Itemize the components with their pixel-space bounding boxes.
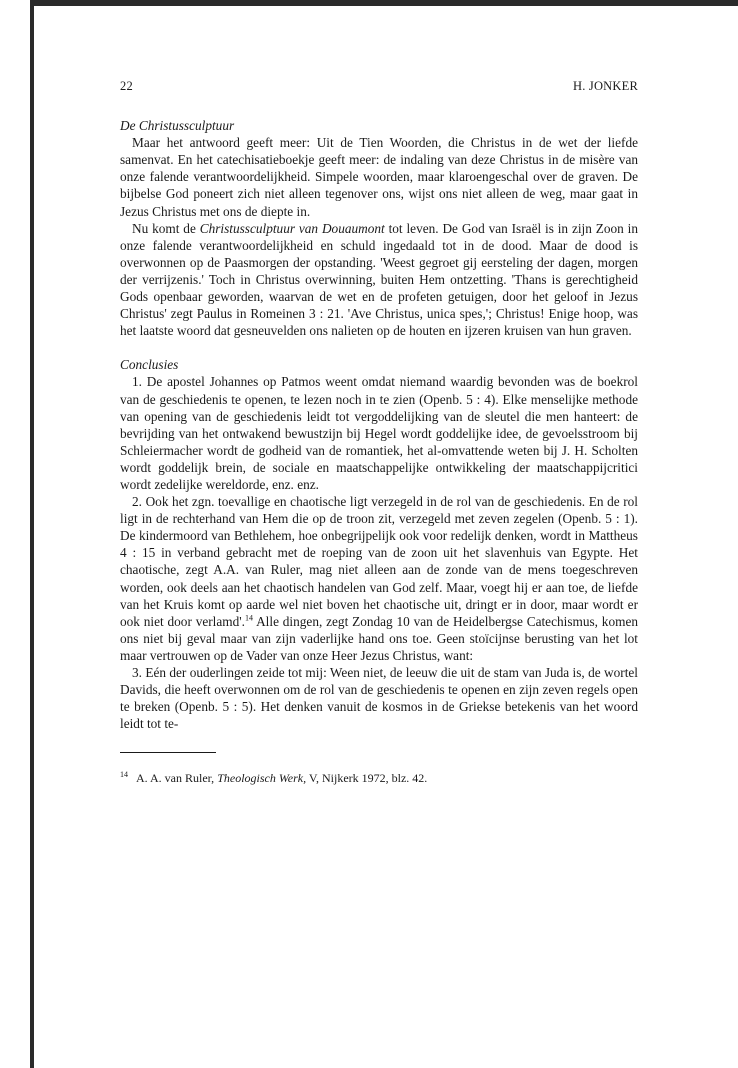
section-title-christussculptuur: De Christussculptuur bbox=[120, 118, 235, 134]
page-number: 22 bbox=[120, 79, 133, 93]
conclusion-1: 1. De apostel Johannes op Patmos weent omdat niemand waardig bevonden was de boekrol van de geschiedenis te openen, te lezen noch in te zien (Openb. 5 : 4). Elke menselijke methode van opening van de geschiedenis leidt tot vergoddelijking van de sleutel die men hanteert: de bevrijding van het ontwakend bewustzijn bij Hegel wordt goddelijke idee, de gevoelsstroom bij Schleiermacher wordt de godheid van de romantiek, het al-omvattende weten bij J. H. Scholten wordt goddelijk brein, de sociale en maatschappelijke ontwikkeling der maatschappijcritici wordt zedelijke wereldorde, enz. enz. bbox=[120, 374, 638, 492]
page-body bbox=[120, 78, 638, 786]
footnote-italic-title: Theologisch Werk, bbox=[217, 771, 307, 786]
paragraph: Maar het antwoord geeft meer: Uit de Tien Woorden, die Christus in de wet der liefde samenvat. En het catechisatieboekje geeft meer: de indaling van deze Christus in de misère van onze falende verantwoordelijkheid. Simpele woorden, maar klaroengeschal over de graven. De bijbelse God poneert zich niet alleen tegenover ons, wijst ons niet alleen de weg, maar gaat in Jezus Christus met ons de diepte in. bbox=[120, 135, 638, 219]
footnote-text: A. A. van Ruler, bbox=[136, 771, 218, 786]
italic-title: Christussculptuur van Douaumont bbox=[199, 220, 385, 236]
footnote-reference: 14 bbox=[245, 613, 253, 623]
author-name: H. JONKER bbox=[573, 79, 638, 93]
scan-edge-left bbox=[30, 0, 34, 1068]
running-head bbox=[120, 78, 638, 95]
conclusion-2 bbox=[120, 493, 638, 664]
text-run: Alle dingen, zegt Zondag 10 van de Heidelbergse Catechismus, komen ons niet bij geval maar van zijn vaderlijke hand ons toe. Geen stoïcijnse berusting van het lot maar vertrouwen op de Vader van onze Heer Jezus Christus, want: bbox=[120, 613, 639, 663]
text-run: 2. Ook het zgn. toevallige en chaotische ligt verzegeld in de rol van de geschiedenis. En de rol ligt in de rechterhand van Hem die op de troon zit, verzegeld met zeven zegelen (Openb. 5 : 1). De kindermoord van Bethlehem, hoe onbegrijpelijk ook voor redelijk denken, wordt in Mattheus 4 : 15 in verband gebracht met de roeping van de zoon uit het slavenhuis van Egypte. Het chaotische, zegt A.A. van Ruler, mag niet alleen aan de zonde van de mens toegeschreven worden, ook deels aan het chaotisch handelen van God zelf. Maar, voegt hij er aan toe, de liefde van het Kruis komt op aarde wel niet boven het chaotische uit, dringt er in door, maar wordt er ook niet door verlamd'. bbox=[120, 494, 638, 629]
footnote bbox=[120, 767, 638, 786]
footnote-number: 14 bbox=[120, 770, 128, 780]
footnote-divider bbox=[120, 752, 216, 753]
scan-edge-top bbox=[30, 0, 738, 6]
paragraph bbox=[120, 220, 638, 340]
text-run: Nu komt de bbox=[132, 220, 200, 236]
conclusion-3: 3. Eén der ouderlingen zeide tot mij: Ween niet, de leeuw die uit de stam van Juda is, de wortel Davids, die heeft overwonnen om de rol van de geschiedenis te openen en zijn zeven regels open te breken (Openb. 5 : 5). Het denken vanuit de kosmos in de Griekse betekenis van het woord leidt tot te- bbox=[120, 665, 638, 732]
text-run: tot leven. De God van Israël is in zijn Zoon in onze falende verantwoordelijkheid en schuld ingedaald tot in de dood. Maar de dood is overwonnen op de Paasmorgen der opstanding. 'Weest gegroet gij eersteling der dagen, morgen der verrijzenis.' Toch in Christus overwinning, buiten Hem ontzetting. 'Thans is gerechtigheid Gods openbaar geworden, waarvan de wet en de profeten getuigen, door het geloof in Jezus Christus' zegt Paulus in Romeinen 3 : 21. 'Ave Christus, unica spes,'; Christus! Enige hoop, was het laatste woord dat gesneuvelden ons nalieten op de houten en ijzeren kruisen van hun graven. bbox=[120, 220, 639, 339]
footnote-text: V, Nijkerk 1972, blz. 42. bbox=[306, 771, 428, 786]
section-title-conclusies: Conclusies bbox=[120, 357, 179, 373]
